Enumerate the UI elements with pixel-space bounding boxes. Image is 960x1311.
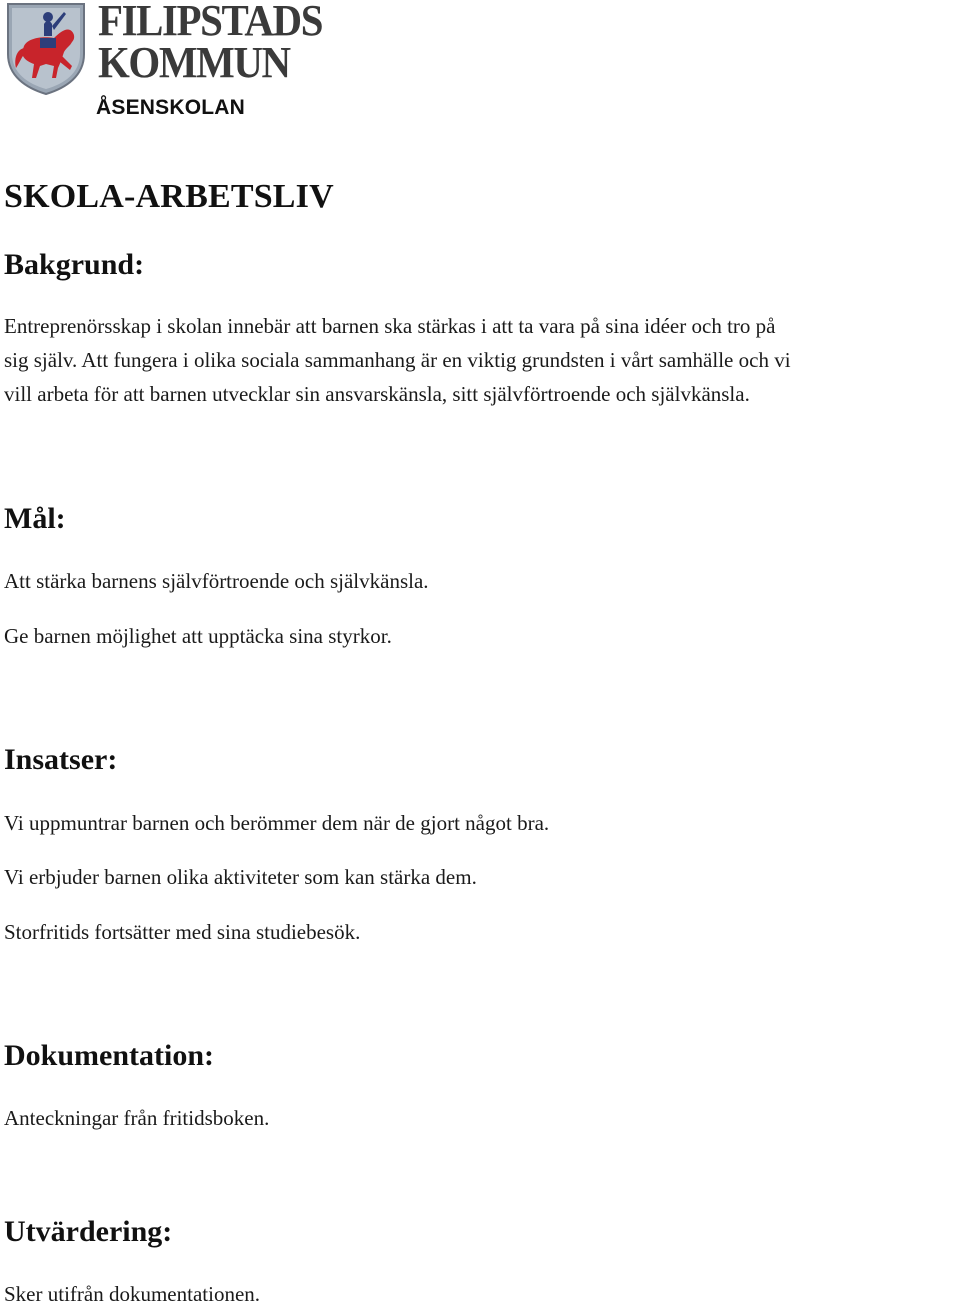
brand-line-1: FILIPSTADS [98, 0, 323, 45]
section-heading-mal: Mål: [4, 502, 66, 535]
bakgrund-line-1: Entreprenörsskap i skolan innebär att barnen ska stärkas i att ta vara på sina idéer och tro på [4, 314, 776, 338]
mal-line-2: Ge barnen möjlighet att upptäcka sina styrkor. [4, 624, 392, 648]
insatser-line-3: Storfritids fortsätter med sina studiebesök. [4, 920, 361, 944]
insatser-line-2: Vi erbjuder barnen olika aktiviteter som kan stärka dem. [4, 865, 477, 889]
mal-line-1: Att stärka barnens självförtroende och självkänsla. [4, 569, 429, 593]
coat-of-arms-icon [6, 2, 86, 96]
utvardering-line-1: Sker utifrån dokumentationen. [4, 1282, 261, 1306]
section-heading-utvardering: Utvärdering: [4, 1215, 173, 1248]
document-title: SKOLA-ARBETSLIV [4, 178, 334, 215]
dokumentation-line-1: Anteckningar från fritidsboken. [4, 1106, 270, 1130]
bakgrund-line-3: vill arbeta för att barnen utvecklar sin ansvarskänsla, sitt självförtroende och självkänsla. [4, 382, 750, 406]
school-name: ÅSENSKOLAN [96, 96, 246, 119]
section-heading-insatser: Insatser: [4, 743, 118, 776]
municipality-logo-text [98, 0, 323, 87]
page-header [0, 0, 960, 130]
brand-line-2: KOMMUN [98, 38, 290, 87]
section-heading-bakgrund: Bakgrund: [4, 248, 145, 281]
bakgrund-line-2: sig själv. Att fungera i olika sociala sammanhang är en viktig grundsten i vårt samhälle och vi [4, 348, 791, 372]
section-heading-dokumentation: Dokumentation: [4, 1039, 215, 1072]
insatser-line-1: Vi uppmuntrar barnen och berömmer dem när de gjort något bra. [4, 811, 550, 835]
